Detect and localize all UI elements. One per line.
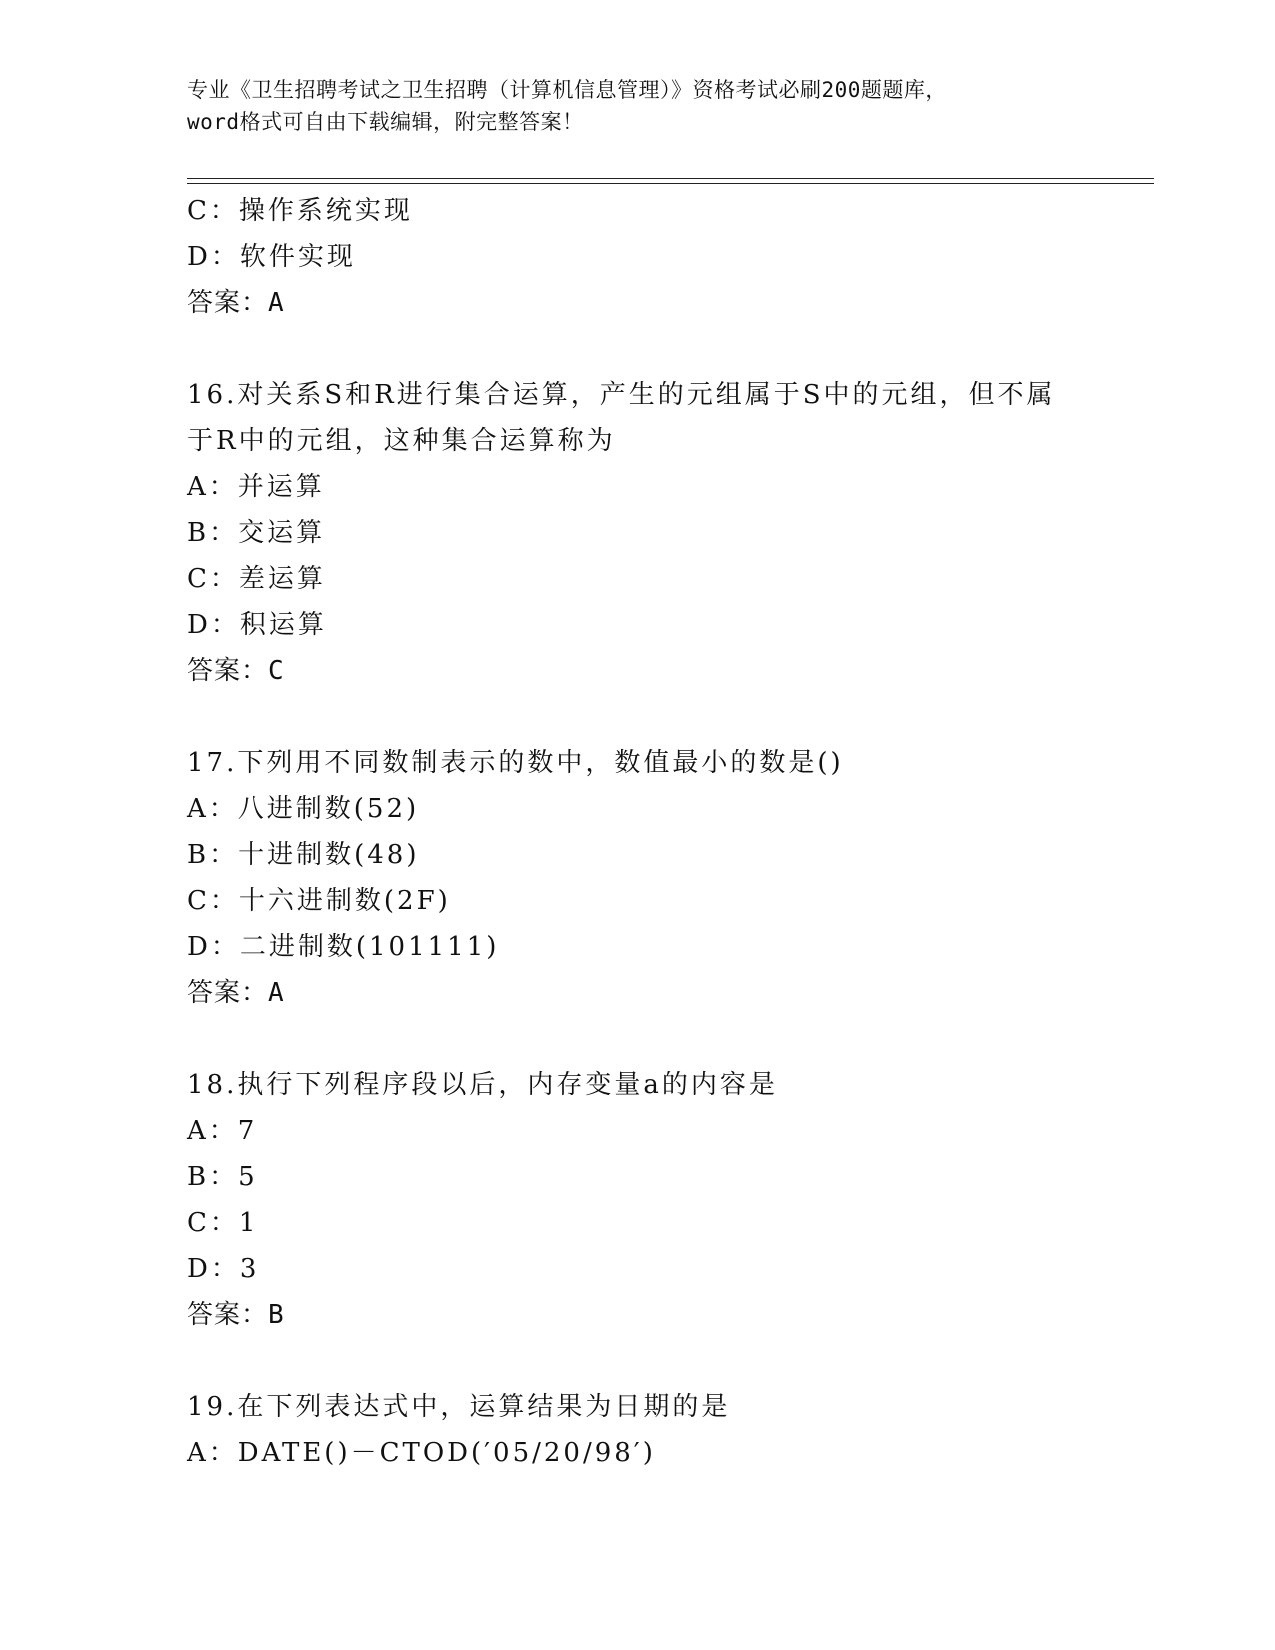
option-d: D：二进制数(101111)	[187, 932, 500, 962]
question-text: 17.下列用不同数制表示的数中，数值最小的数是()	[187, 748, 844, 778]
header-line-2: word格式可自由下载编辑，附完整答案！	[187, 110, 584, 134]
header-rule-top	[187, 178, 1154, 179]
option-c: C：十六进制数(2F)	[187, 886, 451, 916]
answer: 答案：A	[187, 978, 285, 1008]
question-15-tail	[187, 188, 1087, 326]
question-17	[187, 740, 1087, 1016]
option-c: C：操作系统实现	[187, 196, 413, 226]
question-text: 19.在下列表达式中，运算结果为日期的是	[187, 1392, 731, 1422]
document-header	[187, 74, 1107, 138]
answer: 答案：C	[187, 656, 285, 686]
option-d: D：3	[187, 1254, 260, 1284]
option-a: A：7	[187, 1116, 258, 1146]
answer: 答案：B	[187, 1300, 285, 1330]
option-d: D：积运算	[187, 610, 327, 640]
answer: 答案：A	[187, 288, 285, 318]
option-b: B：5	[187, 1162, 258, 1192]
header-line-1: 专业《卫生招聘考试之卫生招聘（计算机信息管理）》资格考试必刷200题题库，	[187, 78, 947, 102]
question-18	[187, 1062, 1087, 1338]
option-c: C：差运算	[187, 564, 326, 594]
question-19	[187, 1384, 1087, 1476]
option-a: A：并运算	[187, 472, 325, 502]
option-c: C：1	[187, 1208, 259, 1238]
question-16	[187, 372, 1087, 694]
option-a: A：八进制数(52)	[187, 794, 420, 824]
option-b: B：交运算	[187, 518, 326, 548]
header-rule-bottom	[187, 183, 1154, 184]
question-list	[187, 188, 1087, 1476]
question-text: 16.对关系S和R进行集合运算，产生的元组属于S中的元组，但不属	[187, 380, 1056, 410]
question-text: 18.执行下列程序段以后，内存变量a的内容是	[187, 1070, 778, 1100]
option-d: D：软件实现	[187, 242, 356, 272]
option-a: A：DATE()－CTOD(′05/20/98′)	[187, 1438, 656, 1468]
question-text-cont: 于R中的元组，这种集合运算称为	[187, 426, 616, 456]
option-b: B：十进制数(48)	[187, 840, 420, 870]
